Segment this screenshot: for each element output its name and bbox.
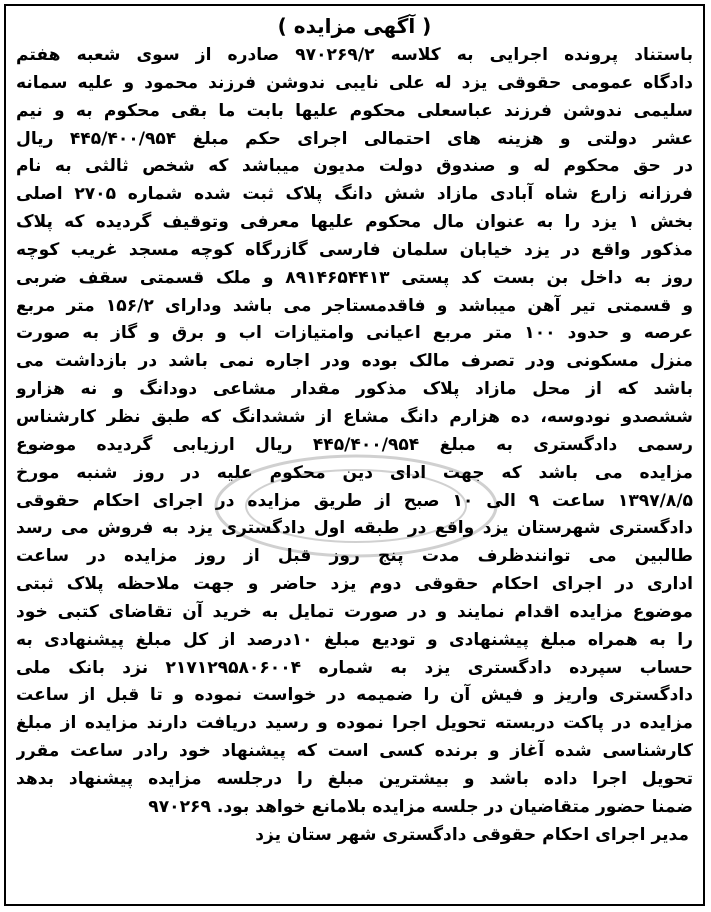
notice-line: موضوع مزایده اقدام نمایند و در صورت تمایل به خرید آن تقاضای کتبی خود (16, 601, 693, 622)
notice-title: ( آگهی مزایده ) (277, 14, 432, 38)
notice-line: تحویل اجرا داده باشد و بیشترین مبلغ را درجلسه مزایده پیشنهاد بدهد (16, 768, 693, 789)
notice-line: اداری در اجرای احکام حقوقی دوم یزد حاضر و جهت ملاحظه پلاک ثبتی (16, 574, 693, 595)
notice-line: عشر دولتی و هزینه های احتمالی اجرای حکم مبلغ ۴۴۵/۴۰۰/۹۵۴ ریال (16, 128, 693, 149)
notice-line: عرصه و حدود ۱۰۰ متر مربع اعیانی وامتیازات اب و برق و گاز به صورت (16, 323, 693, 344)
notice-line: سلیمی ندوشن فرزند عباسعلی محکوم علیها بابت ما بقی محکوم به و نیم (16, 100, 693, 121)
notice-line: بخش ۱ یزد را به عنوان مال محکوم علیها معرفی وتوقیف گردیده که پلاک (16, 212, 693, 233)
notice-line: مذکور واقع در یزد خیابان سلمان فارسی گازرگاه کوچه مسجد غریب کوچه (16, 239, 693, 260)
notice-line: مزایده می باشد که جهت ادای دین محکوم علیه در روز شنبه مورخ (16, 462, 693, 483)
notice-line: دادگستری واریز و فیش آن را ضمیمه در خواست نموده و تا قبل از ساعت (16, 685, 693, 706)
notice-line: ششصدو نودوسه، ده هزارم دانگ مشاع از ششدانگ که طبق نظر کارشناس (16, 406, 693, 427)
notice-line: کارشناسی شده آغاز و برنده کسی است که پیشنهاد خود رادر ساعت مقرر (16, 741, 693, 762)
notice-line: روز به داخل بن بست کد پستی ۸۹۱۴۶۵۴۴۱۳ و ملک قسمتی سقف ضربی (16, 267, 693, 288)
notice-line: ۱۳۹۷/۸/۵ ساعت ۹ الی ۱۰ صبح از طریق مزایده در اجرای احکام حقوقی (16, 490, 693, 511)
notice-line: مزایده در پاکت دربسته تحویل اجرا نموده و رسید دریافت دارند مزایده از مبلغ (16, 713, 693, 734)
notice-line: را به همراه مبلغ پیشنهادی و تودیع مبلغ ۱۰درصد از کل مبلغ پیشنهادی به (16, 629, 693, 650)
notice-line: دادگستری شهرستان یزد واقع در طبقه اول دادگستری یزد به فروش می رسد (16, 518, 693, 539)
notice-signature: مدیر اجرای احکام حقوقی دادگستری شهر ستان یزد (255, 824, 689, 845)
notice-line: باستناد پرونده اجرایی به کلاسه ۹۷۰۲۶۹/۲ صادره از سوی شعبه هفتم (16, 45, 693, 65)
notice-line: ضمنا حضور متقاضیان در جلسه مزایده بلامانع خواهد بود. ۹۷۰۲۶۹ (148, 796, 693, 817)
notice-line: منزل مسکونی ودر تصرف مالک بوده ودر اجاره نمی باشد در بازداشت می (16, 351, 693, 372)
notice-line: رسمی دادگستری به مبلغ ۴۴۵/۴۰۰/۹۵۴ ریال ارزیابی گردیده موضوع (16, 434, 693, 455)
notice-line: حساب سپرده دادگستری یزد به شماره ۲۱۷۱۲۹۵۸۰۶۰۰۴ نزد بانک ملی (16, 657, 693, 678)
auction-notice (4, 4, 705, 906)
notice-line: دادگاه عمومی حقوقی یزد له علی نایبی ندوشن فرزند محمود و علیه سمانه (16, 72, 693, 93)
notice-line: باشد که از محل مازاد پلاک مذکور مقدار مشاعی دودانگ و نه هزارو (16, 379, 693, 400)
notice-line: طالبین می توانندظرف مدت پنج روز قبل از روز مزایده در ساعت (16, 546, 693, 567)
notice-line: و قسمتی تیر آهن میباشد و فاقدمستاجر می باشد ودارای ۱۵۶/۲ متر مربع (16, 295, 693, 316)
notice-line: در حق محکوم له و صندوق دولت مدیون میباشد که شخص ثالثی به نام (16, 156, 693, 177)
notice-line: فرزانه زارع شاه آبادی مازاد شش دانگ پلاک ثبت شده شماره ۲۷۰۵ اصلی (16, 184, 693, 205)
notice-body (16, 42, 693, 822)
